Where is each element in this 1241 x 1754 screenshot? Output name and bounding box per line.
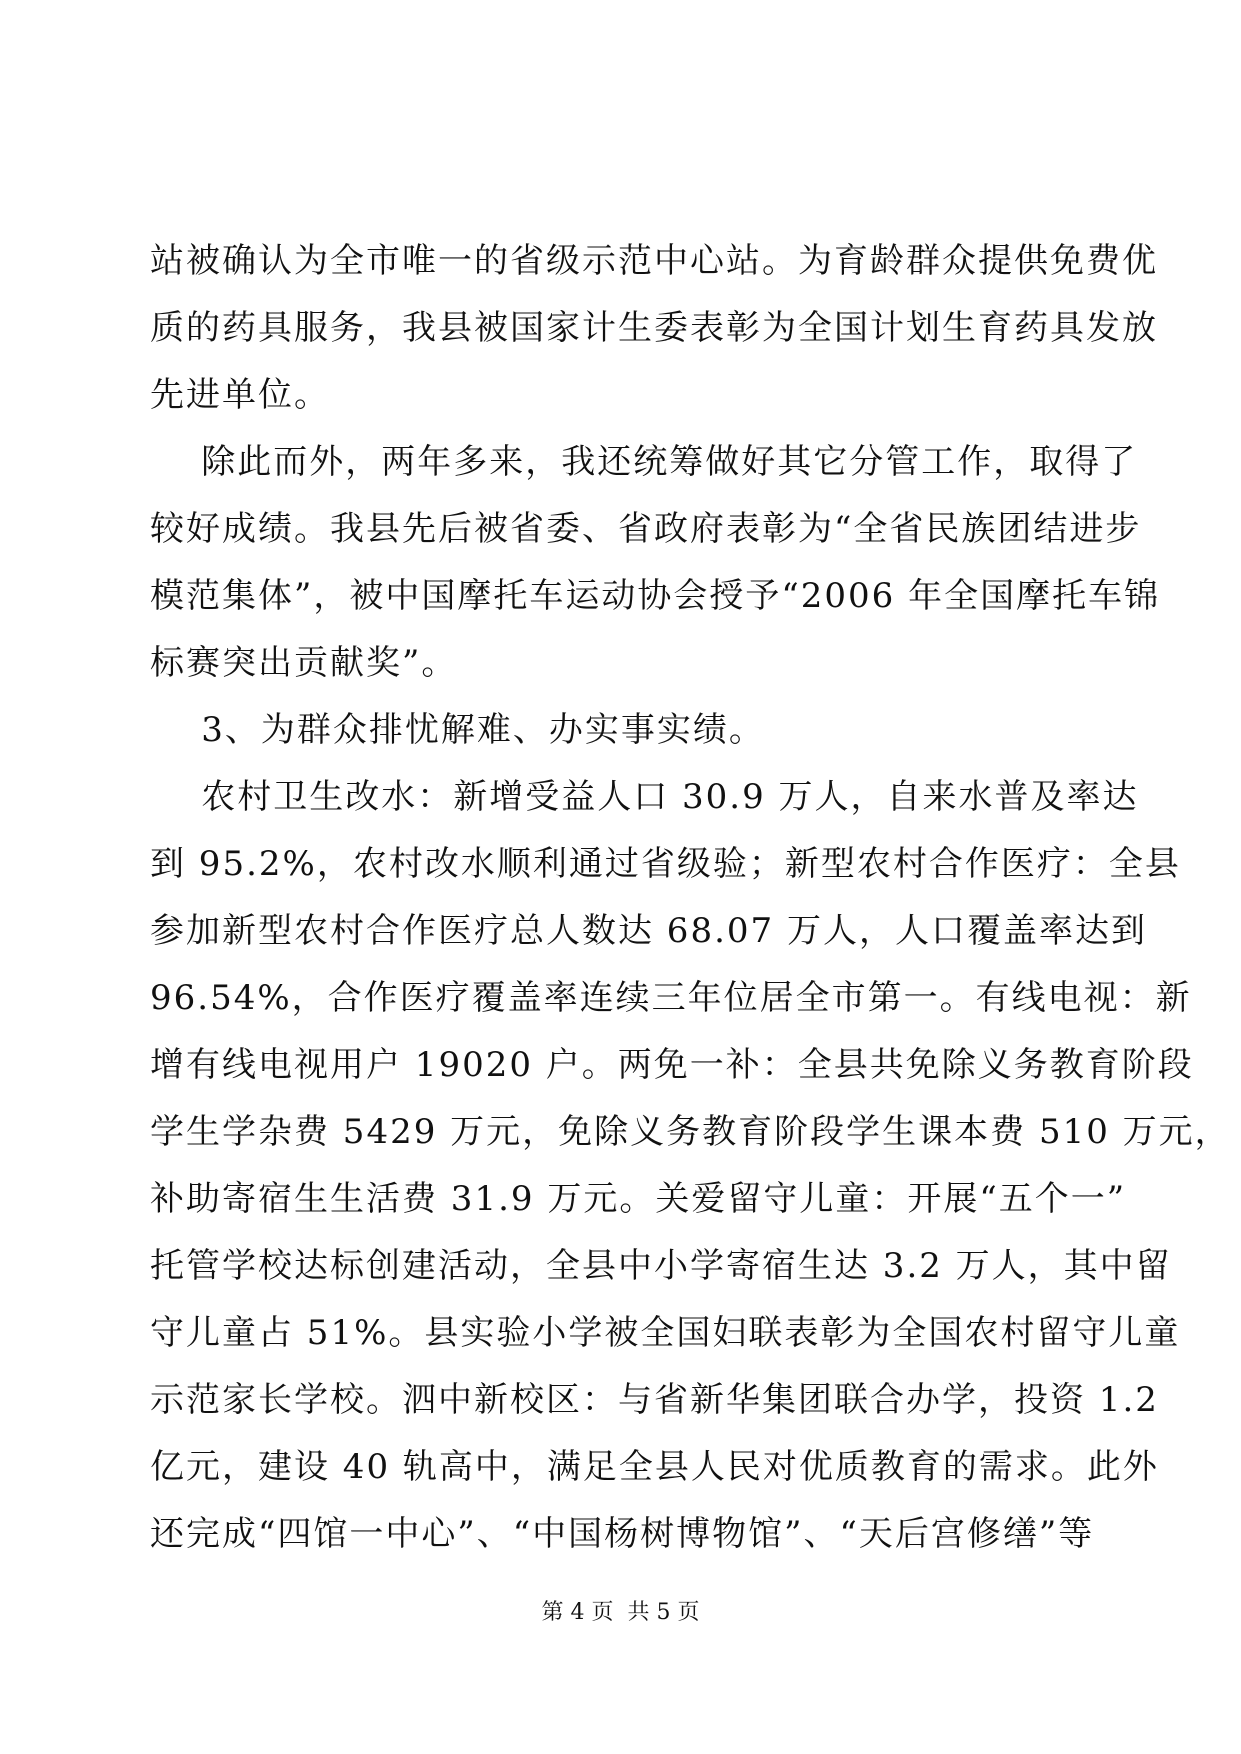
text-line: 托管学校达标创建活动，全县中小学寄宿生达 3.2 万人，其中留	[150, 1246, 1172, 1286]
text-line: 农村卫生改水：新增受益人口 30.9 万人，自来水普及率达	[150, 777, 1139, 817]
text-line: 96.54%，合作医疗覆盖率连续三年位居全市第一。有线电视：新	[150, 978, 1192, 1018]
text-line: 模范集体”，被中国摩托车运动协会授予“2006 年全国摩托车锦	[150, 576, 1161, 616]
text-line: 还完成“四馆一中心”、“中国杨树博物馆”、“天后宫修缮”等	[150, 1514, 1095, 1554]
body-text	[150, 228, 1231, 1568]
text-line: 学生学杂费 5429 万元，免除义务教育阶段学生课本费 510 万元，	[150, 1112, 1231, 1152]
text-line: 示范家长学校。泗中新校区：与省新华集团联合办学，投资 1.2	[150, 1380, 1159, 1420]
text-line: 除此而外，两年多来，我还统筹做好其它分管工作，取得了	[150, 442, 1138, 482]
text-line: 补助寄宿生生活费 31.9 万元。关爱留守儿童：开展“五个一”	[150, 1179, 1127, 1219]
section-heading: 3、为群众排忧解难、办实事实绩。	[150, 710, 765, 750]
text-line: 标赛突出贡献奖”。	[150, 643, 458, 683]
text-line: 到 95.2%，农村改水顺利通过省级验；新型农村合作医疗：全县	[150, 844, 1181, 884]
page-footer: 第 4 页 共 5 页	[541, 1600, 700, 1625]
text-line: 先进单位。	[150, 375, 330, 415]
text-line: 站被确认为全市唯一的省级示范中心站。为育龄群众提供免费优	[150, 241, 1158, 281]
text-line: 质的药具服务，我县被国家计生委表彰为全国计划生育药具发放	[150, 308, 1158, 348]
text-line: 较好成绩。我县先后被省委、省政府表彰为“全省民族团结进步	[150, 509, 1142, 549]
text-line: 参加新型农村合作医疗总人数达 68.07 万人，人口覆盖率达到	[150, 911, 1147, 951]
text-line: 亿元，建设 40 轨高中，满足全县人民对优质教育的需求。此外	[150, 1447, 1159, 1487]
text-line: 增有线电视用户 19020 户。两免一补：全县共免除义务教育阶段	[150, 1045, 1194, 1085]
text-line: 守儿童占 51%。县实验小学被全国妇联表彰为全国农村留守儿童	[150, 1313, 1181, 1353]
